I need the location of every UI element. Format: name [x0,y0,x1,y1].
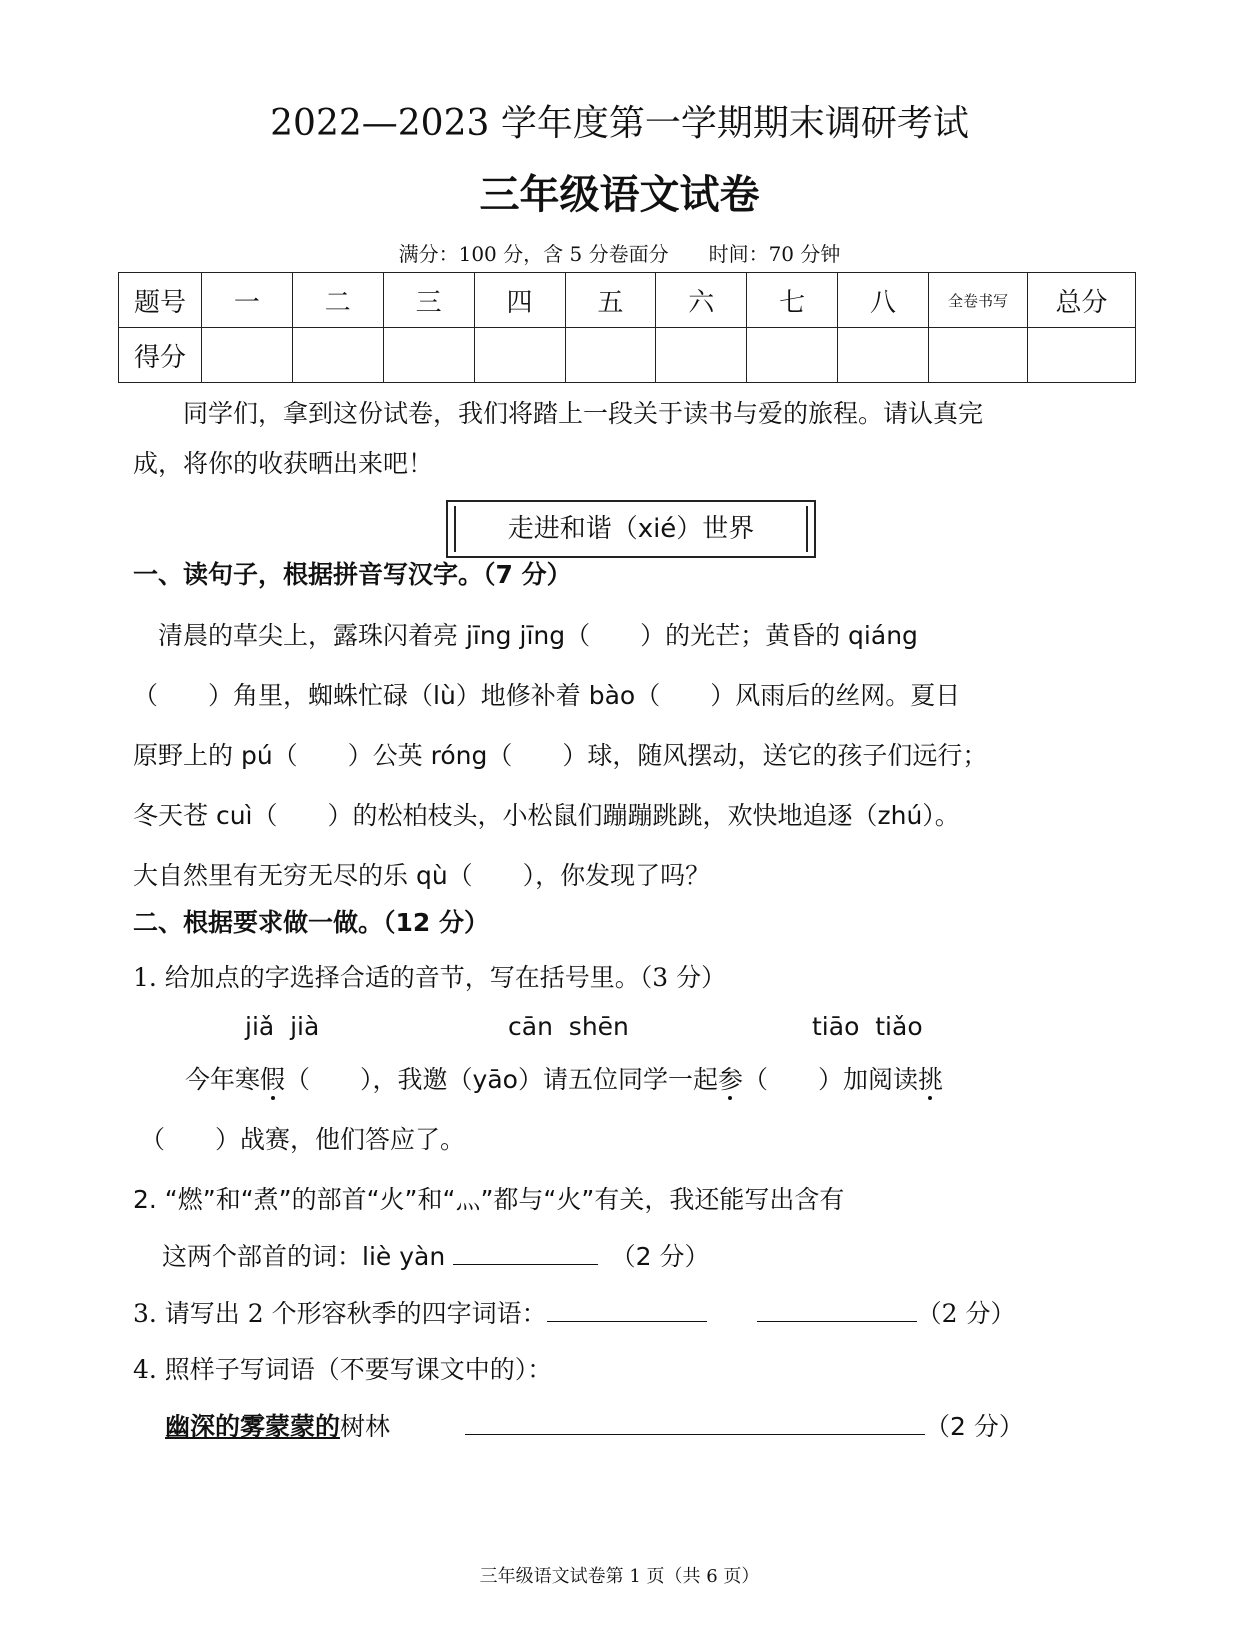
score-cell[interactable] [656,328,747,383]
score-cell[interactable] [565,328,656,383]
score-cell[interactable] [202,328,293,383]
pinyin-option: jiǎ jià [245,1012,320,1041]
q2-prompt: 这两个部首的词：liè yàn [162,1242,446,1271]
pinyin-option: tiāo tiǎo [812,1012,923,1041]
passage-line: （ ）角里，蜘蛛忙碌（lù）地修补着 bào（ ）风雨后的丝网。夏日 [133,681,961,710]
q2-line2 [162,1237,710,1273]
column-header: 四 [474,273,565,328]
score-table [118,272,1136,383]
q4-example [165,1407,1024,1443]
score-note: （2 分） [916,1299,1016,1328]
table-row [119,328,1136,383]
q1-text: 1. 给加点的字选择合适的音节，写在括号里。（3 分） [133,963,727,992]
table-row [119,273,1136,328]
section-banner: 走进和谐（xié）世界 [446,500,816,558]
passage-line: 清晨的草尖上，露珠闪着亮 jīng jīng（ ）的光芒；黄昏的 qiáng [133,621,918,650]
row-label: 得分 [119,328,202,383]
dotted-char: 挑 [917,1065,943,1094]
section2-heading: 二、根据要求做一做。（12 分） [133,908,489,937]
score-cell[interactable] [1028,328,1136,383]
answer-blank[interactable] [453,1240,598,1265]
q1-sentence-cont: （ ）战赛，他们答应了。 [140,1125,466,1154]
column-header: 二 [292,273,383,328]
example-rest: 树林 [340,1412,391,1441]
column-header: 总分 [1028,273,1136,328]
sentence-part: 今年寒 [185,1065,261,1094]
q3-text: 3. 请写出 2 个形容秋季的四字词语： [133,1299,547,1328]
sentence-part: （ ），我邀（yāo）请五位同学一起 [285,1065,718,1094]
page-footer: 三年级语文试卷第 1 页（共 6 页） [479,1566,760,1587]
dotted-char: 参 [717,1065,743,1094]
score-cell[interactable] [747,328,838,383]
column-header: 七 [747,273,838,328]
intro-line: 同学们，拿到这份试卷，我们将踏上一段关于读书与爱的旅程。请认真完 [133,399,984,428]
exam-subtitle: 三年级语文试卷 [479,172,760,218]
column-header: 一 [202,273,293,328]
column-header: 六 [656,273,747,328]
score-cell[interactable] [474,328,565,383]
score-cell[interactable] [292,328,383,383]
passage-line: 原野上的 pú（ ）公英 róng（ ）球，随风摆动，送它的孩子们远行； [133,741,988,770]
answer-blank[interactable] [757,1297,917,1322]
column-header: 全卷书写 [929,273,1028,328]
column-header: 五 [565,273,656,328]
intro-line: 成，将你的收获晒出来吧！ [133,449,434,478]
exam-title: 2022—2023 学年度第一学期期末调研考试 [270,103,969,144]
section1-heading: 一、读句子，根据拼音写汉字。（7 分） [133,560,572,589]
score-note: （2 分） [925,1412,1024,1441]
pinyin-option: cān shēn [508,1012,629,1041]
sentence-part: （ ）加阅读 [742,1065,918,1094]
answer-blank[interactable] [547,1297,707,1322]
q4-text: 4. 照样子写词语（不要写课文中的）： [133,1355,553,1384]
q2-text: 2. “燃”和“煮”的部首“火”和“灬”都与“火”有关，我还能写出含有 [133,1185,845,1214]
score-note: （2 分） [623,1242,710,1271]
dotted-char: 假 [260,1065,286,1094]
score-cell[interactable] [383,328,474,383]
score-cell[interactable] [838,328,929,383]
exam-meta: 满分：100 分，含 5 分卷面分 时间：70 分钟 [398,242,841,266]
passage-line: 冬天苍 cuì（ ）的松柏枝头，小松鼠们蹦蹦跳跳，欢快地追逐（zhú）。 [133,801,960,830]
column-header: 三 [383,273,474,328]
column-header: 八 [838,273,929,328]
q3 [133,1294,1015,1330]
example-underlined: 幽深的雾蒙蒙的 [165,1412,341,1441]
passage-line: 大自然里有无穷无尽的乐 qù（ ），你发现了吗？ [133,861,711,890]
answer-blank[interactable] [465,1410,925,1435]
score-cell[interactable] [929,328,1028,383]
row-label: 题号 [119,273,202,328]
q1-sentence [185,1060,943,1096]
